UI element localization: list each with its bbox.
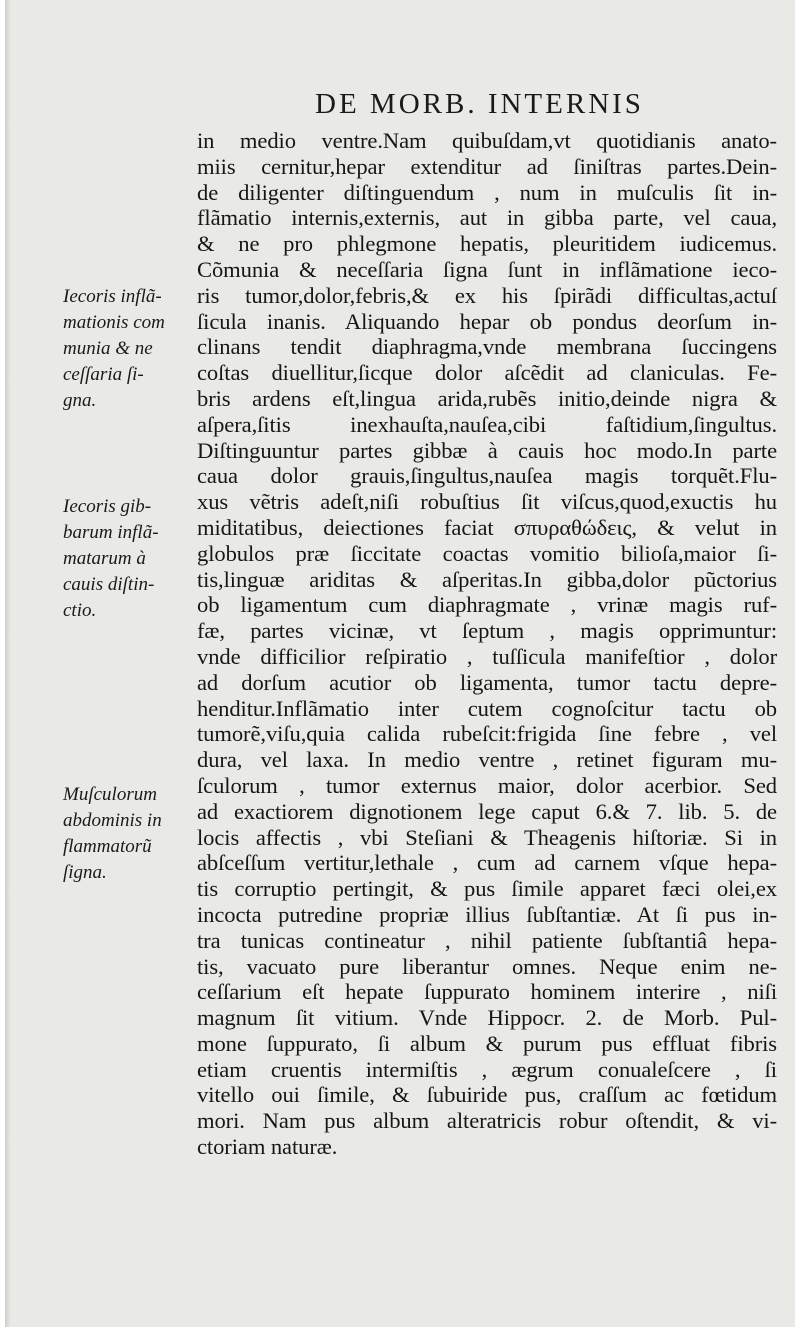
- text-line: caua dolor grauis,ſingultus,nauſea magis torquẽt.Flu-: [197, 463, 777, 489]
- margin-note-line: Iecoris gib-: [63, 496, 152, 517]
- text-line: tumorẽ,viſu,quia calida rubeſcit:frigida ſine febre , vel: [197, 721, 777, 747]
- text-line: xus vẽtris adeſt,niſi robuſtius ſit viſcus,quod,exuctis hu: [197, 489, 777, 515]
- running-header: DE MORB. INTERNIS: [315, 88, 644, 120]
- text-line: tis corruptio pertingit, & pus ſimile apparet fæci olei,ex: [197, 876, 777, 902]
- text-line: vnde difficilior reſpiratio , tuſſicula manifeſtior , dolor: [197, 643, 777, 669]
- margin-note-line: abdominis in: [63, 810, 162, 831]
- margin-note-line: Muſculorum: [63, 784, 157, 805]
- text-line: ſculorum , tumor externus maior, dolor acerbior. Sed: [197, 772, 777, 798]
- text-line: incocta putredine propriæ illius ſubſtantiæ. At ſi pus in-: [197, 901, 777, 927]
- margin-note-line: flammatorũ: [63, 836, 152, 857]
- text-line: locis affectis , vbi Steſiani & Theagenis hiſtoriæ. Si in: [197, 824, 777, 850]
- margin-note-line: munia & ne: [63, 338, 153, 359]
- text-line: ad exactiorem dignotionem lege caput 6.& 7. lib. 5. de: [197, 798, 777, 824]
- text-line: tis, vacuato pure liberantur omnes. Neque enim ne-: [197, 953, 777, 979]
- text-line: Cõmunia & neceſſaria ſigna ſunt in inflãmatione ieco-: [197, 256, 777, 282]
- margin-note-line: gna.: [63, 390, 97, 411]
- margin-note-line: Iecoris inflã-: [63, 286, 162, 307]
- text-line: etiam cruentis intermiſtis , ægrum conualeſcere , ſi: [197, 1056, 777, 1082]
- page-edge-shadow: [5, 0, 11, 1327]
- text-line: ris tumor,dolor,febris,& ex his ſpirãdi difficultas,actuſ: [197, 282, 777, 308]
- text-line: ceſſarium eſt hepate ſuppurato hominem interire , niſi: [197, 979, 777, 1005]
- text-line: bris ardens eſt,lingua arida,rubẽs initio,deinde nigra &: [197, 385, 777, 411]
- text-line: fæ, partes vicinæ, vt ſeptum , magis opprimuntur:: [197, 618, 777, 644]
- text-line: tra tunicas contineatur , nihil patiente ſubſtantiâ hepa-: [197, 927, 777, 953]
- margin-note-liver-inflammation-signs: [63, 284, 165, 414]
- margin-note-line: ctio.: [63, 600, 97, 621]
- text-line: vitello oui ſimile, & ſubuiride pus, craſſum ac fœtidum: [197, 1082, 777, 1108]
- margin-note-line: ſigna.: [63, 862, 107, 883]
- text-line: flãmatio internis,externis, aut in gibba parte, vel caua,: [197, 205, 777, 231]
- text-line: ctoriam naturæ.: [197, 1134, 338, 1160]
- text-line: magnum ſit vitium. Vnde Hippocr. 2. de Morb. Pul-: [197, 1005, 777, 1031]
- book-page: [5, 0, 795, 1327]
- text-line: miditatibus, deiectiones faciat σπυραθώδεις, & velut in: [197, 514, 777, 540]
- text-line: abſceſſum vertitur,lethale , cum ad carnem vſque hepa-: [197, 850, 777, 876]
- text-line: & ne pro phlegmone hepatis, pleuritidem iudicemus.: [197, 231, 777, 257]
- text-line: coſtas diuellitur,ſicque dolor aſcẽdit ad claniculas. Fe-: [197, 360, 777, 386]
- margin-note-line: barum inflã-: [63, 522, 159, 543]
- text-line: ad dorſum acutior ob ligamenta, tumor tactu depre-: [197, 669, 777, 695]
- text-line: ſicula inanis. Aliquando hepar ob pondus deorſum in-: [197, 308, 777, 334]
- text-line: globulos præ ſiccitate coactas vomitio bilioſa,maior ſi-: [197, 540, 777, 566]
- margin-note-line: ceſſaria ſi-: [63, 364, 144, 385]
- text-line: aſpera,ſitis inexhauſta,nauſea,cibi faſtidium,ſingultus.: [197, 411, 777, 437]
- text-line: ob ligamentum cum diaphragmate , vrinæ magis ruf-: [197, 592, 777, 618]
- margin-note-abdominal-muscles-signs: [63, 782, 162, 886]
- margin-note-line: cauis diſtin-: [63, 574, 155, 595]
- text-line: clinans tendit diaphragma,vnde membrana ſuccingens: [197, 334, 777, 360]
- text-line: mone ſuppurato, ſi album & purum pus effluat fibris: [197, 1030, 777, 1056]
- text-line: Diſtinguuntur partes gibbæ à cauis hoc modo.In parte: [197, 437, 777, 463]
- text-line: tis,linguæ ariditas & aſperitas.In gibba,dolor pũctorius: [197, 566, 777, 592]
- margin-note-line: mationis com: [63, 312, 165, 333]
- text-line: mori. Nam pus album alteratricis robur oſtendit, & vi-: [197, 1108, 777, 1134]
- text-line: dura, vel laxa. In medio ventre , retinet figuram mu-: [197, 747, 777, 773]
- text-line: in medio ventre.Nam quibuſdam,vt quotidianis anato-: [197, 128, 777, 153]
- margin-note-line: matarum à: [63, 548, 146, 569]
- text-line: henditur.Inflãmatio inter cutem cognoſcitur tactu ob: [197, 695, 777, 721]
- text-line: de diligenter diſtinguendum , num in muſculis ſit in-: [197, 179, 777, 205]
- margin-note-convex-concave-distinction: [63, 494, 159, 624]
- text-line: miis cernitur,hepar extenditur ad ſiniſtras partes.Dein-: [197, 153, 777, 179]
- main-text-column: [197, 128, 777, 1160]
